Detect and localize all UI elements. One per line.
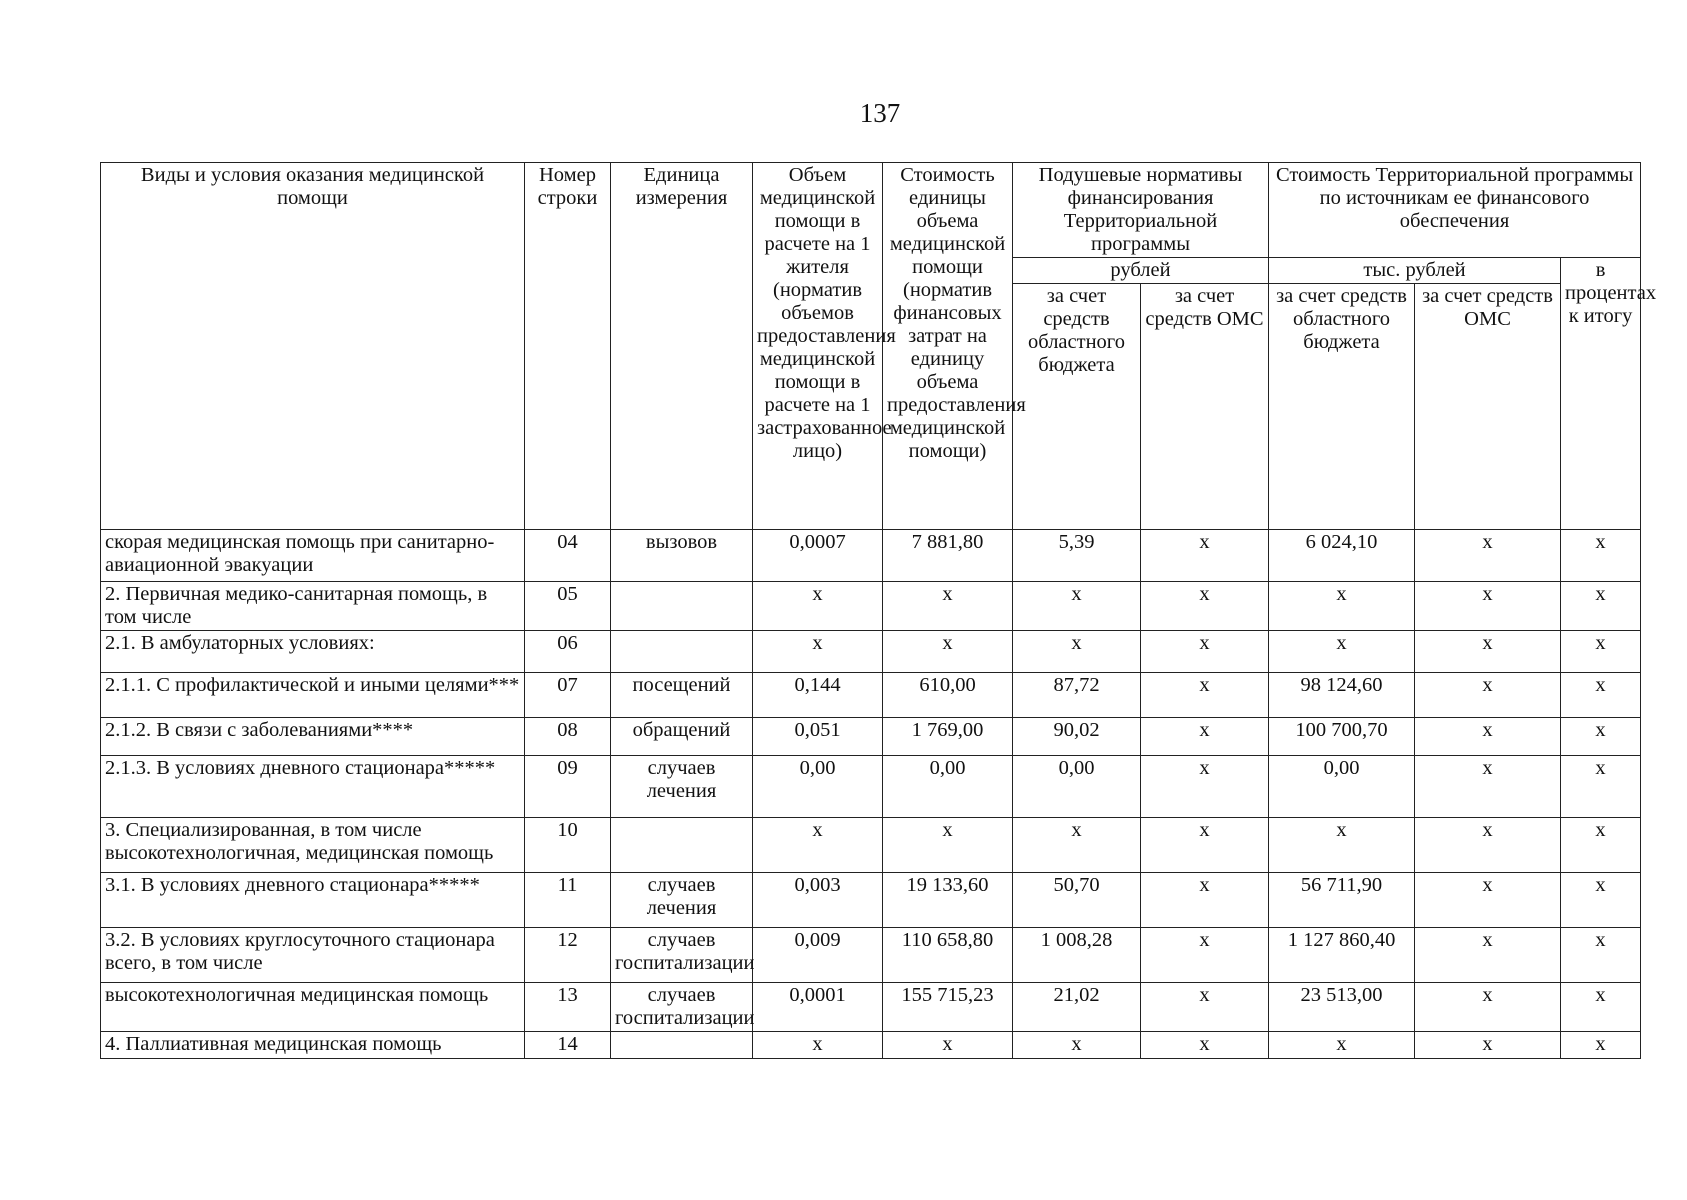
row-name: 2.1. В амбулаторных условиях: [101,631,525,673]
header-thousand-rubles: тыс. рублей [1269,258,1561,284]
row-norm-budget: x [1013,818,1141,873]
row-unit-cost: 1 769,00 [883,718,1013,756]
table-row [101,673,1641,718]
table-row [101,928,1641,983]
row-percent: x [1561,1032,1641,1059]
row-percent: x [1561,673,1641,718]
row-norm-oms: x [1141,582,1269,631]
page-number: 137 [859,98,901,128]
row-unit-cost: 155 715,23 [883,983,1013,1032]
financing-table [100,162,1657,1059]
row-cost-oms: x [1415,1032,1561,1059]
row-cost-budget: x [1269,582,1415,631]
row-cost-budget: 0,00 [1269,756,1415,818]
row-number: 12 [525,928,611,983]
row-volume: x [753,1032,883,1059]
table-row [101,983,1641,1032]
row-name: 2.1.1. С профилактической и иными целями*** [101,673,525,718]
row-norm-oms: x [1141,983,1269,1032]
row-cost-budget: 56 711,90 [1269,873,1415,928]
row-cost-oms: x [1415,756,1561,818]
row-cost-budget: x [1269,818,1415,873]
row-unit [611,631,753,673]
row-name: 2.1.2. В связи с заболеваниями**** [101,718,525,756]
row-percent: x [1561,631,1641,673]
row-volume: 0,144 [753,673,883,718]
row-norm-oms: x [1141,928,1269,983]
row-norm-budget: 1 008,28 [1013,928,1141,983]
header-rubles: рублей [1013,258,1269,284]
row-percent: x [1561,530,1641,582]
row-cost-oms: x [1415,818,1561,873]
row-cost-budget: 23 513,00 [1269,983,1415,1032]
header-program-cost: Стоимость Территориальной программы по источникам ее финансового обеспечения [1269,163,1641,258]
row-unit-cost: 19 133,60 [883,873,1013,928]
row-norm-budget: x [1013,1032,1141,1059]
header-cost-oms: за счет средств ОМС [1415,284,1561,530]
row-number: 07 [525,673,611,718]
row-unit-cost: 110 658,80 [883,928,1013,983]
row-norm-budget: 21,02 [1013,983,1141,1032]
row-unit-cost: 0,00 [883,756,1013,818]
row-unit: обращений [611,718,753,756]
row-cost-budget: 100 700,70 [1269,718,1415,756]
row-name: высокотехнологичная медицинская помощь [101,983,525,1032]
row-volume: 0,003 [753,873,883,928]
row-number: 06 [525,631,611,673]
row-norm-oms: x [1141,631,1269,673]
row-unit-cost: x [883,631,1013,673]
row-percent: x [1561,718,1641,756]
row-cost-budget: x [1269,1032,1415,1059]
row-unit: случаев госпитализации [611,983,753,1032]
row-norm-budget: 50,70 [1013,873,1141,928]
row-unit-cost: x [883,582,1013,631]
row-cost-oms: x [1415,582,1561,631]
table-row [101,873,1641,928]
row-unit-cost: x [883,818,1013,873]
row-cost-oms: x [1415,928,1561,983]
row-unit [611,1032,753,1059]
row-name: 2.1.3. В условиях дневного стационара***** [101,756,525,818]
row-volume: 0,00 [753,756,883,818]
row-unit: вызовов [611,530,753,582]
row-number: 14 [525,1032,611,1059]
header-row-number: Номер строки [525,163,611,530]
row-norm-budget: 90,02 [1013,718,1141,756]
row-volume: x [753,631,883,673]
row-cost-oms: x [1415,673,1561,718]
row-name: скорая медицинская помощь при санитарно-авиационной эвакуации [101,530,525,582]
row-number: 10 [525,818,611,873]
row-volume: x [753,818,883,873]
table-row [101,582,1641,631]
header-norm-budget: за счет средств областного бюджета [1013,284,1141,530]
row-unit-cost: 610,00 [883,673,1013,718]
row-name: 2. Первичная медико-санитарная помощь, в том числе [101,582,525,631]
row-percent: x [1561,928,1641,983]
table-row [101,756,1641,818]
row-name: 4. Паллиативная медицинская помощь [101,1032,525,1059]
header-cost-budget: за счет средств областного бюджета [1269,284,1415,530]
row-cost-oms: x [1415,718,1561,756]
row-cost-budget: 1 127 860,40 [1269,928,1415,983]
row-number: 09 [525,756,611,818]
row-volume: 0,009 [753,928,883,983]
header-unit: Единица измерения [611,163,753,530]
row-unit: посещений [611,673,753,718]
row-percent: x [1561,818,1641,873]
row-volume: 0,051 [753,718,883,756]
row-name: 3.1. В условиях дневного стационара***** [101,873,525,928]
row-norm-budget: x [1013,582,1141,631]
row-percent: x [1561,582,1641,631]
row-unit: случаев госпитализации [611,928,753,983]
row-number: 04 [525,530,611,582]
header-per-capita: Подушевые нормативы финансирования Территориальной программы [1013,163,1269,258]
row-name: 3.2. В условиях круглосуточного стационара всего, в том числе [101,928,525,983]
row-norm-oms: x [1141,530,1269,582]
row-unit [611,818,753,873]
row-cost-budget: 6 024,10 [1269,530,1415,582]
table-row [101,718,1641,756]
table-row [101,1032,1641,1059]
header-percent: в процентах к итогу [1561,258,1641,530]
row-norm-oms: x [1141,718,1269,756]
row-cost-oms: x [1415,873,1561,928]
row-percent: x [1561,873,1641,928]
row-cost-oms: x [1415,983,1561,1032]
row-norm-oms: x [1141,673,1269,718]
table-row [101,530,1641,582]
header-kinds: Виды и условия оказания медицинской помощи [101,163,525,530]
row-percent: x [1561,756,1641,818]
row-percent: x [1561,983,1641,1032]
header-volume: Объем медицинской помощи в расчете на 1 жителя (норматив объемов предоставления медицинской помощи в расчете на 1 застрахованное лицо) [753,163,883,530]
row-volume: x [753,582,883,631]
row-norm-oms: x [1141,1032,1269,1059]
row-cost-oms: x [1415,530,1561,582]
row-unit: случаев лечения [611,873,753,928]
row-norm-oms: x [1141,756,1269,818]
table-row [101,631,1641,673]
header-unit-cost: Стоимость единицы объема медицинской помощи (норматив финансовых затрат на единицу объема предоставления медицинской помощи) [883,163,1013,530]
row-cost-budget: x [1269,631,1415,673]
row-cost-oms: x [1415,631,1561,673]
row-name: 3. Специализированная, в том числе высокотехнологичная, медицинская помощь [101,818,525,873]
row-norm-budget: 87,72 [1013,673,1141,718]
row-norm-budget: 0,00 [1013,756,1141,818]
row-number: 08 [525,718,611,756]
row-unit: случаев лечения [611,756,753,818]
row-unit [611,582,753,631]
row-number: 05 [525,582,611,631]
row-number: 13 [525,983,611,1032]
row-cost-budget: 98 124,60 [1269,673,1415,718]
row-norm-oms: x [1141,873,1269,928]
table-row [101,818,1641,873]
row-volume: 0,0001 [753,983,883,1032]
row-unit-cost: x [883,1032,1013,1059]
row-number: 11 [525,873,611,928]
row-volume: 0,0007 [753,530,883,582]
row-norm-oms: x [1141,818,1269,873]
header-norm-oms: за счет средств ОМС [1141,284,1269,530]
row-unit-cost: 7 881,80 [883,530,1013,582]
row-norm-budget: x [1013,631,1141,673]
row-norm-budget: 5,39 [1013,530,1141,582]
